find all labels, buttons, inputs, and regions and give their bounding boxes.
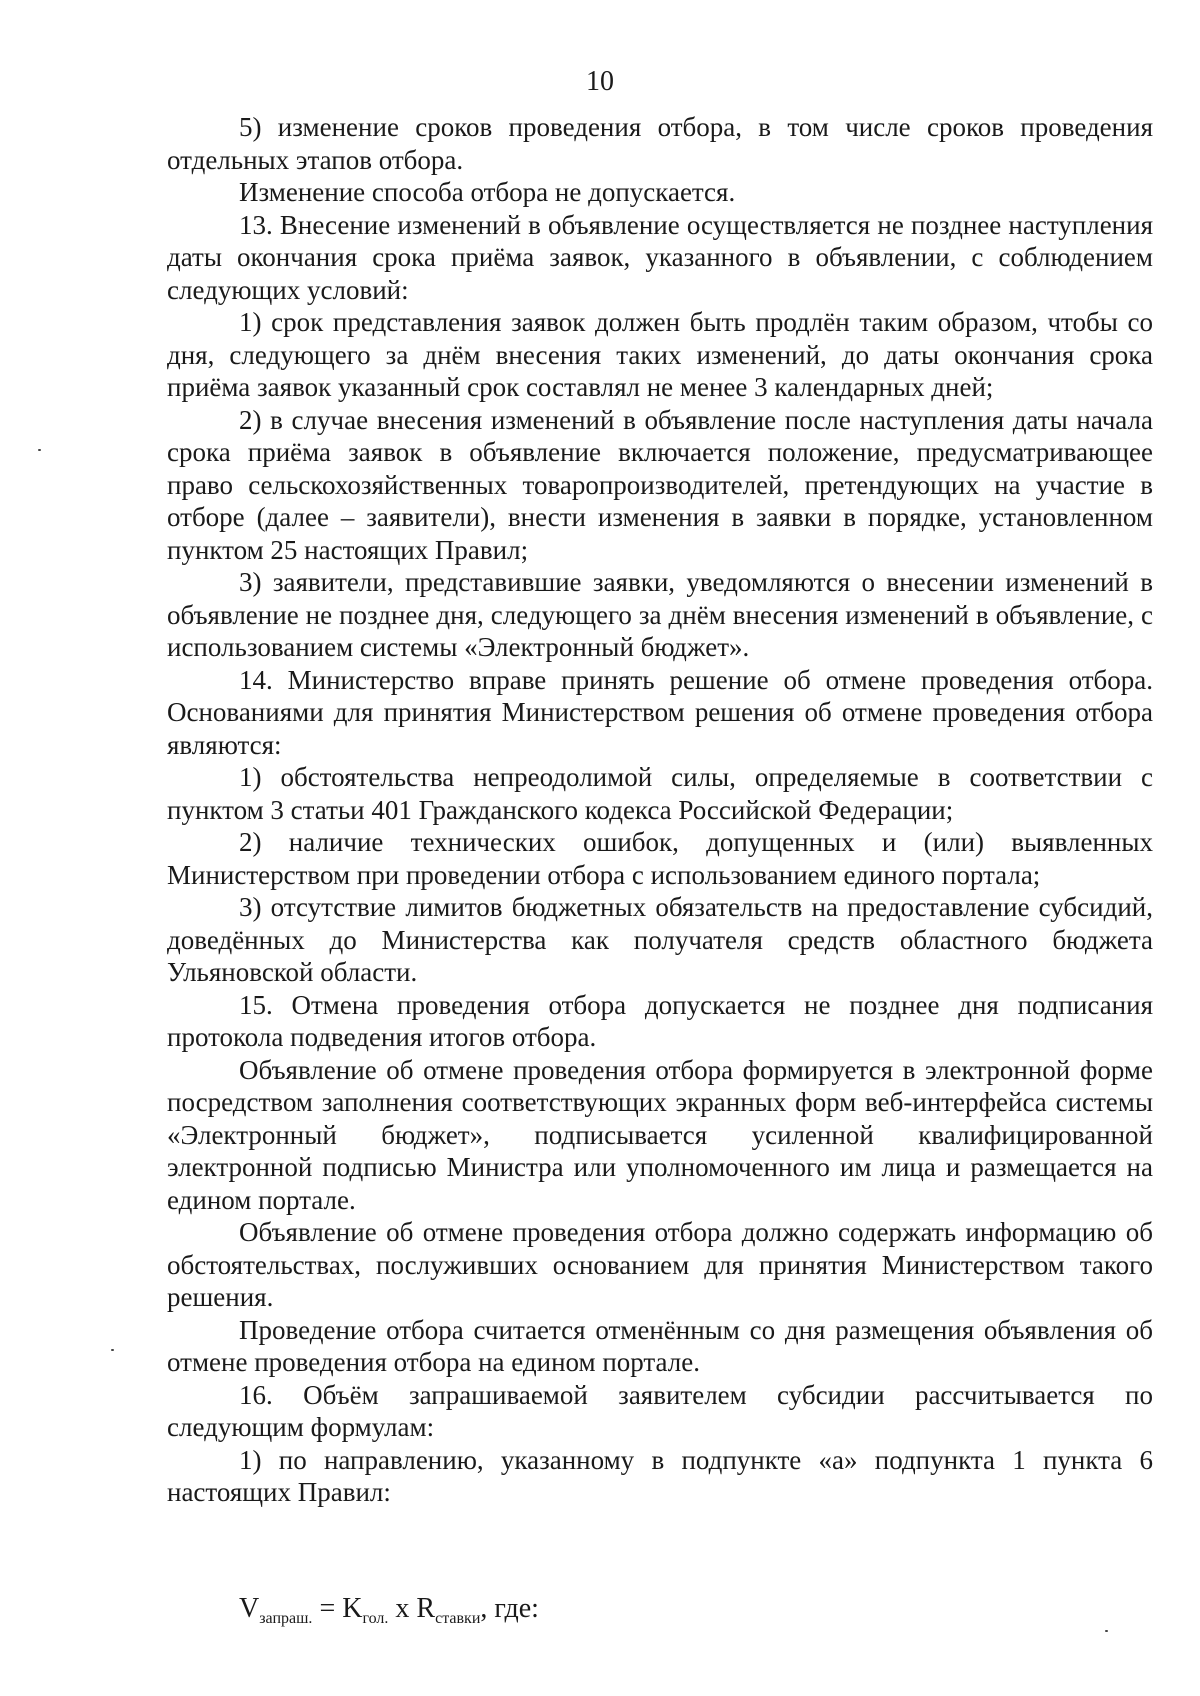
paragraph: Изменение способа отбора не допускается. <box>239 177 736 207</box>
page-number: 10 <box>586 66 614 97</box>
formula-r: R <box>416 1593 436 1624</box>
formula-k: K <box>342 1593 363 1624</box>
paragraph: 13. Внесение изменений в объявление осуществляется не позднее наступления даты окончания срока приёма заявок, указанного в объявлении, с соблюдением следующих условий: <box>167 209 1153 305</box>
scan-speck <box>1105 1630 1108 1632</box>
paragraph: Объявление об отмене проведения отбора формируется в электронной форме посредством заполнения соответствующих экранных форм веб-интерфейса системы «Электронный бюджет», подписывается усиленной квалифицированной электронной подписью Министра или уполномоченного им лица и размещается на едином портале. <box>167 1054 1153 1215</box>
paragraph: Объявление об отмене проведения отбора должно содержать информацию об обстоятельствах, послуживших основанием для принятия Министерством такого решения. <box>167 1217 1153 1312</box>
formula-k-subscript: гол. <box>362 1610 389 1627</box>
paragraph: 14. Министерство вправе принять решение об отмене проведения отбора. Основаниями для принятия Министерством решения об отмене проведения отбора являются: <box>167 664 1153 760</box>
formula-times: x <box>395 1593 410 1624</box>
formula-r-subscript: ставки <box>435 1610 481 1627</box>
subsidy-formula <box>239 1593 539 1628</box>
paragraph: 3) заявители, представившие заявки, уведомляются о внесении изменений в объявление не позднее дня, следующего за днём внесения изменений в объявление, с использованием системы «Электронный бюджет». <box>167 567 1153 662</box>
formula-equals: = <box>319 1593 336 1624</box>
document-body <box>167 111 1153 1509</box>
paragraph: 1) обстоятельства непреодолимой силы, определяемые в соответствии с пунктом 3 статьи 401 Гражданского кодекса Российской Федерации; <box>167 762 1153 825</box>
paragraph: Проведение отбора считается отменённым со дня размещения объявления об отмене проведения отбора на едином портале. <box>167 1314 1153 1377</box>
formula-v-subscript: запраш. <box>259 1610 313 1627</box>
paragraph: 1) по направлению, указанному в подпункте «а» подпункта 1 пункта 6 настоящих Правил: <box>167 1444 1153 1507</box>
paragraph: 1) срок представления заявок должен быть продлён таким образом, чтобы со дня, следующего за днём внесения таких изменений, до даты окончания срока приёма заявок указанный срок составлял не менее 3 календарных дней; <box>167 307 1153 402</box>
formula-tail: , где: <box>480 1593 539 1624</box>
paragraph: 16. Объём запрашиваемой заявителем субсидии рассчитывается по следующим формулам: <box>167 1379 1153 1442</box>
scan-speck <box>111 1349 114 1351</box>
paragraph: 2) наличие технических ошибок, допущенных и (или) выявленных Министерством при проведении отбора с использованием единого портала; <box>167 827 1153 890</box>
paragraph: 5) изменение сроков проведения отбора, в том числе сроков проведения отдельных этапов отбора. <box>167 112 1153 175</box>
scan-speck <box>38 449 41 451</box>
paragraph: 2) в случае внесения изменений в объявление после наступления даты начала срока приёма заявок в объявление включается положение, предусматривающее право сельскохозяйственных товаропроизводителей, претендующих на участие в отборе (далее – заявители), внести изменения в заявки в порядке, установленном пунктом 25 настоящих Правил; <box>167 404 1153 565</box>
paragraph: 15. Отмена проведения отбора допускается не позднее дня подписания протокола подведения итогов отбора. <box>167 989 1153 1052</box>
paragraph: 3) отсутствие лимитов бюджетных обязательств на предоставление субсидий, доведённых до Министерства как получателя средств областного бюджета Ульяновской области. <box>167 892 1153 987</box>
formula-v: V <box>239 1593 260 1624</box>
